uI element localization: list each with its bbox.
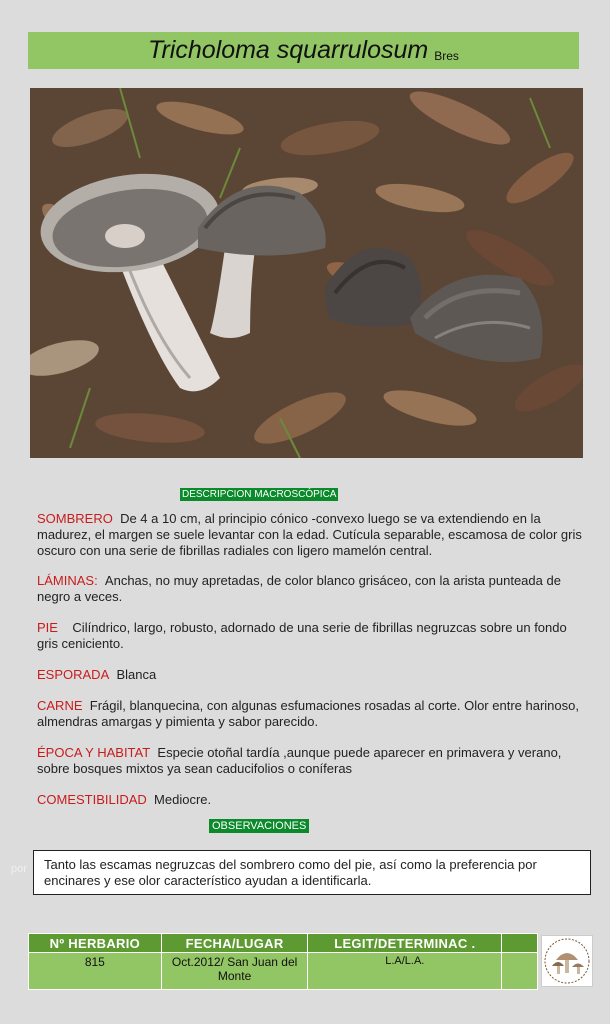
desc-label: COMESTIBILIDAD: [37, 792, 147, 807]
desc-label: CARNE: [37, 698, 83, 713]
value-empty: [502, 953, 538, 990]
header-empty: [502, 934, 538, 953]
desc-laminas: [37, 573, 582, 605]
herbarium-header-row: [29, 934, 538, 953]
desc-label: SOMBRERO: [37, 511, 113, 526]
society-logo-icon: [541, 935, 593, 987]
desc-label: PIE: [37, 620, 58, 635]
value-fecha-lugar: Oct.2012/ San Juan del Monte: [161, 953, 308, 990]
desc-pie: [37, 620, 582, 652]
desc-epoca-habitat: [37, 745, 582, 777]
desc-label: LÁMINAS:: [37, 573, 98, 588]
herbarium-value-row: [29, 953, 538, 990]
macro-description-heading: DESCRIPCION MACROSCÓPICA: [182, 489, 337, 500]
species-name: Tricholoma squarrulosum: [148, 36, 429, 64]
desc-esporada: [37, 667, 582, 683]
observations-text: Tanto las escamas negruzcas del sombrero como del pie, así como la preferencia por encinares y ese olor característico ayudan a identificarla.: [44, 857, 537, 888]
desc-text: Frágil, blanquecina, con algunas esfumaciones rosadas al corte. Olor entre harinoso, almendras amargas y pimienta y sabor parecido.: [37, 698, 579, 729]
value-legit: L.A/L.A.: [308, 953, 502, 990]
value-herbario: 815: [29, 953, 162, 990]
desc-text: Cilíndrico, largo, robusto, adornado de una serie de fibrillas negruzcas sobre un fondo gris ceniciento.: [37, 620, 567, 651]
desc-carne: [37, 698, 582, 730]
observations-box: [33, 850, 591, 895]
desc-text: Especie otoñal tardía ,aunque puede aparecer en primavera y verano, sobre bosques mixtos ya sean caducifolios o coníferas: [37, 745, 562, 776]
desc-text: Blanca: [116, 667, 157, 682]
desc-sombrero: [37, 511, 582, 559]
header-fecha-lugar: FECHA/LUGAR: [161, 934, 308, 953]
observations-heading: OBSERVACIONES: [209, 819, 309, 833]
herbarium-table: [28, 933, 538, 990]
species-title-bar: [28, 32, 579, 69]
desc-text: De 4 a 10 cm, al principio cónico -convexo luego se va extendiendo en la madurez, el margen se suele levantar con la edad. Cutícula separable, escamosa de color gris oscuro con una serie de fibrillas radiales con ligero mamelón central.: [37, 511, 582, 558]
mushroom-photo: [30, 88, 583, 458]
species-author: Bres: [434, 48, 459, 63]
side-text: por: [11, 863, 27, 875]
desc-label: ESPORADA: [37, 667, 110, 682]
desc-text: Mediocre.: [154, 792, 212, 807]
desc-label: ÉPOCA Y HABITAT: [37, 745, 151, 760]
header-legit: LEGIT/DETERMINAC .: [308, 934, 502, 953]
desc-comestibilidad: [37, 792, 582, 808]
desc-text: Anchas, no muy apretadas, de color blanco grisáceo, con la arista punteada de negro a veces.: [37, 573, 561, 604]
header-herbario: Nº HERBARIO: [29, 934, 162, 953]
